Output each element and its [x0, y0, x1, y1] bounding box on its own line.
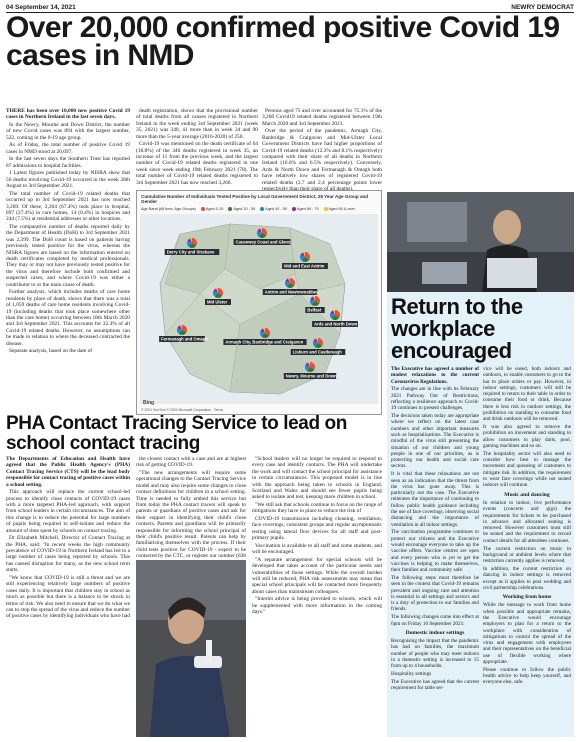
paragraph: death registration, shows that the provisional number of total deaths from all causes registered in Northern Ireland in the week ending 3rd September 2021 (week 35, 2021) was 340, 41 more than in week 34 and 90 more than the 5-year average (2016-2020) of 250. [136, 108, 258, 140]
legend-label: Aged 0-19 [205, 207, 224, 211]
office-worker-photo [387, 192, 574, 292]
return-to-workplace-column-1 [391, 366, 479, 736]
pha-story-column-2-continued [252, 456, 382, 737]
legend-dot-icon [260, 207, 264, 211]
paragraph: In addition, the current restriction on dancing in indoor settings is removed except as it applies to post wedding and civil partnership celebrations. [483, 565, 571, 591]
paragraph: In the last seven days the Southern Trust has reported 87 admissions to hospital facilities. [6, 156, 130, 169]
district-pie-icon [313, 338, 323, 348]
chart-legend [141, 207, 379, 211]
paragraph: "School leaders will no longer be required to respond to every case and identify contacts. The PHA will undertake the work and will contact the school principal for assistance in certain circumstances. This proposed model is in line with the approach being taken to schools in England, Scotland and Wales and should see fewer pupils being asked to isolate and test, keeping more children in school. [252, 456, 382, 501]
bing-logo: Bing [143, 400, 155, 406]
paragraph: Dr Elizabeth Mitchell, Director of Contact Tracing at the PHA, said: "In recent weeks the high community prevalence of COVID-19 in Northern Ireland has led to a large number of cases being reported by schools. This has caused disruption for many, as the new school term starts. [6, 535, 130, 574]
legend-item [260, 207, 287, 211]
district-label: Causeway Coast and Glens [235, 239, 291, 245]
pha-headline: PHA Contact Tracing Service to lead on school contact tracing [6, 413, 347, 454]
pha-story-column-1 [6, 456, 130, 737]
paragraph: the closest contact with a case and are at highest risk of getting COVID-19. [136, 456, 246, 469]
paragraph: Vaccination is available to all staff and some students, and will be encouraged. [252, 542, 382, 556]
paragraph: vice will be eased, both indoors and outdoors, to enable customers to go to the bar to place orders or pay. However, in indoor settings, customers will still be required to return to their table in order to consume their food or drink. Because there is less risk in outdoor settings, the prohibition on standing to consume food and drink outdoors will be removed. [483, 366, 571, 423]
pha-story-column-2 [136, 456, 246, 558]
chart-attribution: © 2021 TomTom © 2021 Microsoft Corporation · Terms [141, 408, 224, 412]
legend-item [324, 207, 355, 211]
paragraph: Hospitality settings [391, 671, 432, 678]
district-pie-icon [177, 325, 187, 335]
return-to-workplace-story [387, 192, 574, 737]
legend-label: Aged 60 - 79 [296, 207, 319, 211]
district-label: Antrim and Newtownabbey [264, 289, 319, 295]
return-to-workplace-column-2 [483, 366, 571, 736]
paragraph: It was also agreed to remove the prohibition on movement and standing to allow customers to play darts, pool, gaming machines and so on. [483, 424, 571, 450]
subheading: Music and dancing [504, 491, 550, 498]
paragraph: Persons aged 75 and over accounted for 75.1% of the 3,266 Covid19 related deaths registered between 19th March 2020 and 3rd September 2021. [262, 108, 382, 127]
district-label: Mid and East Antrim [284, 263, 325, 269]
district-label: Lisburn and Castlereagh [292, 349, 342, 355]
main-story-column-1 [6, 108, 130, 436]
paragraph: In relation to indoor, live performance events (concerts and gigs) the requirements for tickets to be purchased in advance and allocated seating is removed. However customers must still be seated and the requirement to record contact details for all attendees continues. [483, 499, 571, 544]
paragraph: The Departments of Education and Health have agreed that the Public Health Agency's (PHA) Contact Tracing Service (CTS) will be the lead body responsible for contact tracing of positive cases within a school setting. [6, 456, 130, 488]
legend-item [292, 207, 319, 211]
district-pie-icon [305, 362, 315, 372]
paragraph: The total number of Covid-19 related deaths that occurred up to 3rd September 2021 has now reached 3,269. Of these, 2,204 (67.4%) took place in hospital, 897 (27.4%) in care homes, 14 (0.4%) in hospices and 244 (7.5%) at residential addresses or other locations. [6, 190, 130, 223]
paragraph: This approach will replace the current school-led process to identify close contacts of COVID-19 cases with a more targeted PHA-led approach, with support from school leaders in certain circumstances. The aim of this change is to reduce the potential for large numbers of pupils being required to self-isolate and reduce the amount of time spent by schools on contact tracing. [6, 489, 130, 534]
district-label: Newry, Mourne and Down [285, 373, 337, 379]
paragraph: The following changes come into effect at 6pm on Friday 10 September 2021: [391, 614, 479, 627]
paragraph: As of Friday, the total number of positive Covid 19 cases in NMD stood at 20,697. [6, 142, 130, 155]
district-pie-icon [300, 252, 310, 262]
district-pie-icon [330, 310, 340, 320]
paragraph: "We know that COVID-19 is still a threat and we are still experiencing relatively large numbers of positive cases daily. It is important that children stay in school as much as possible but there is a balance to be struck in terms of risk. We also need to ensure that we do what we can to stop the spread of the virus and reduce the number of positive cases by identifying individuals who have had [6, 574, 130, 620]
district-label: Ards and North Down [314, 321, 358, 327]
district-label: Derry City and Strabane [166, 249, 215, 255]
paragraph: COVID-19 transmission including cleaning, ventilation, face coverings, consistent groups and regular asymptomatic testing using lateral flow devices for all staff and post-primary pupils. [252, 516, 382, 542]
paragraph: Further analysis, which includes deaths of care home residents by place of death, shows that there was a total of 1,059 deaths of care home residents involving Covid-19 (including deaths that took place somewhere other than the care home) occurring between 18th March 2020 and 3rd September 2021. This accounts for 32.4% of all Covid-19 related deaths. However, no assumptions can be made in relation to where the deceased contracted the disease. [6, 289, 130, 347]
paragraph: The changes are in line with its February 2021 Pathway Out of Restrictions, reflecting a resilience approach to Covid-19 continues to present challenges. [391, 386, 479, 412]
paragraph: The comparative number of deaths reported daily by the Department of Health (DoH) to 3rd September 2021 was 2,399. The DoH count is based on patients having previously tested positive for the virus, whereas the NISRA figures are based on the information entered on death certificates completed by medical professionals. They may or may not have previously tested positive for the virus and therefore include both confirmed and suspected cases, and where Covid-19 was either a contributor to or the main cause of death. [6, 224, 130, 288]
paragraph: "The new arrangements will require some operational changes to the Contact Tracing Service model and may also require some changes to close contact definitions for children in a school setting. Time is needed to fully embed this service but from today the PHA contact tracers will speak to parents or guardians of positive cases and ask for their support in identifying their child's close contacts. Parents and guardians will be primarily responsible for informing the school principal of their child's positive result. Parents can help by familiarising themselves with the process. If their child tests positive for COVID-19 - expect to be contacted by the CTC, or register our number (028 [136, 470, 246, 560]
paragraph: Separate analysis, based on the date of [9, 348, 93, 355]
main-story-column-2 [136, 108, 258, 188]
district-pie-icon [285, 278, 295, 288]
paragraph: "A separate arrangement for special schools will be developed that takes account of the particular needs and vulnerabilities of those settings. While the overall burden will still be reduced, PHA risk assessments may mean that special school principals will be contacted more frequently about cases than mainstream colleagues. [252, 556, 382, 595]
subheading: Domestic indoor settings [405, 629, 465, 636]
paragraph: While the message to work from home when possible and appropriate remains, the Executive would encourage employers to plan for a return to the workplace with consideration of mitigations to control the spread of the virus and engagement with employees and their representatives on the beneficial use of flexible working where appropriate. [483, 602, 571, 666]
legend-dot-icon [292, 207, 296, 211]
paragraph: The decisions taken today are appropriate where we reflect on the latest case numbers and other important measures such as hospitalisations. The Executive is mindful of the virus still presenting the situation of our children and young people in one of our priorities, as is protecting our health and social care sectors. [391, 413, 479, 470]
district-pie-icon [187, 238, 197, 248]
paragraph: 1 Latest figures published today by NISRA show that 56 deaths involving Covid-19 occurred in the week 28th August to 3rd September 2021. [6, 170, 130, 190]
paragraph: Covid-19 was mentioned on the death certificate of 64 (18.8%) of the 340 deaths registered in week 35, an increase of 11 from the previous week, and the largest number of Covid-19 related deaths registered in one week since week ending 19th February 2021 (78). The total number of Covid-19 related deaths registered to 3rd September 2021 has now reached 3,266. [136, 141, 258, 186]
covid-district-map-chart [136, 190, 382, 415]
return-to-workplace-headline: Return to the workplace encouraged [391, 294, 523, 363]
main-headline: Over 20,000 confirmed positive Covid 19 cases in NMD [6, 11, 560, 72]
district-label: Mid Ulster [207, 299, 228, 305]
paragraph: THERE has been over 10,000 new positive Covid 19 cases in Northern Ireland in the last seven days. [6, 108, 130, 121]
legend-item [201, 207, 224, 211]
legend-label: Aged 20 - 39 [233, 207, 256, 211]
paragraph: The following steps must therefore be seen in the context that Covid-19 remains prevalent and ongoing care and attention is essential in all settings and sectors and is a duty of protection to our families and friends. [391, 575, 479, 613]
paragraph: The hospitality sector will also need to consider how best to manage the movement and queueing of customers to mitigate risk. In addition, the requirement to wear face coverings while not seated indoors will continue. [483, 450, 571, 489]
paragraph: Over the period of the pandemic, Armagh City, Banbridge & Craigavon and Mid-Ulster Local Government Districts have had higher proportions of Covid-19 related deaths (12.3% and 8.1% respectively) compared with their share of all deaths in Northern Ireland (10.6% and 6.5% respectively). Conversely, Ards & North Down and Fermanagh & Omagh both have relatively low shares of registered Covid-19 related deaths (2.7 and 2.4 percentage points lower [262, 128, 382, 186]
paragraph: The Executive has agreed a number of modest relaxations to the current Coronavirus Regulations. [391, 366, 479, 385]
issue-date: 04 September 14, 2021 [6, 4, 76, 11]
district-map [140, 214, 378, 404]
legend-item [228, 207, 255, 211]
paragraph: The current restriction on music in background or ambient levels where that restriction currently applies is removed. [483, 545, 571, 565]
district-pie-icon [257, 228, 267, 238]
district-pie-icon [310, 296, 320, 306]
legend-dot-icon [201, 207, 205, 211]
paragraph: "We still ask that schools continue to focus on the range of mitigations they have in place to reduce the risk of [252, 502, 382, 515]
paragraph: Recognising the impact that the pandemic has had on families, the maximum number of people who may meet indoors in a domestic setting is increased to 15 from up to 4 households. [391, 638, 479, 670]
district-pie-icon [260, 328, 270, 338]
paragraph: In the Newry, Mourne and Down District, the number of new Covid cases was 894 with the largest number, 522, coming in the 0-19 age group. [6, 122, 130, 141]
legend-dot-icon [228, 207, 232, 211]
district-pie-icon [213, 288, 223, 298]
paragraph: "Interim advice is being provided to schools, which will be supplemented with more information in the coming days." [252, 596, 382, 616]
chart-title: Cumulative Number of Individuals Tested Positive by Local Government District, 28 Year Age Group and Gender [141, 194, 369, 205]
paragraph: It is vital that these relaxations are not seen as an indication that the threat from the virus has gone away. This is particularly not the case. The Executive reiterates the importance of continuing to follow public health guidance including the use of face coverings, observing social distancing and the importance of ventilation in all indoor settings. [391, 471, 480, 528]
newspaper-name: NEWRY DEMOCRAT [511, 4, 574, 11]
paragraph: The vaccination programme continues to protect our citizens and the Executive would encourage everyone to take up the vaccine offers. Vaccine centres are open and every person who is yet to get the vaccines is helping to make themselves, their families and community safe. [391, 529, 479, 574]
district-label: Fermanagh and Omagh [161, 336, 208, 342]
main-story-column-3 [262, 108, 382, 188]
legend-dot-icon [324, 207, 328, 211]
legend-label: Aged 40 - 59 [265, 207, 287, 211]
district-label: Belfast [307, 307, 322, 313]
subheading: Working from home [502, 594, 552, 601]
legend-label: Aged 80 & over [328, 207, 355, 211]
district-label: Armagh City, Banbridge and Craigavon [225, 339, 304, 345]
paragraph: The Executive has agreed that the current requirement for table ser- [391, 678, 479, 692]
legend-title: Age Band (All time: Age Groups) [141, 207, 196, 211]
paragraph: Please continue to follow the public health advice to help keep yourself, and everyone else, safe. [483, 666, 571, 686]
school-child-testing-photo [136, 560, 246, 737]
